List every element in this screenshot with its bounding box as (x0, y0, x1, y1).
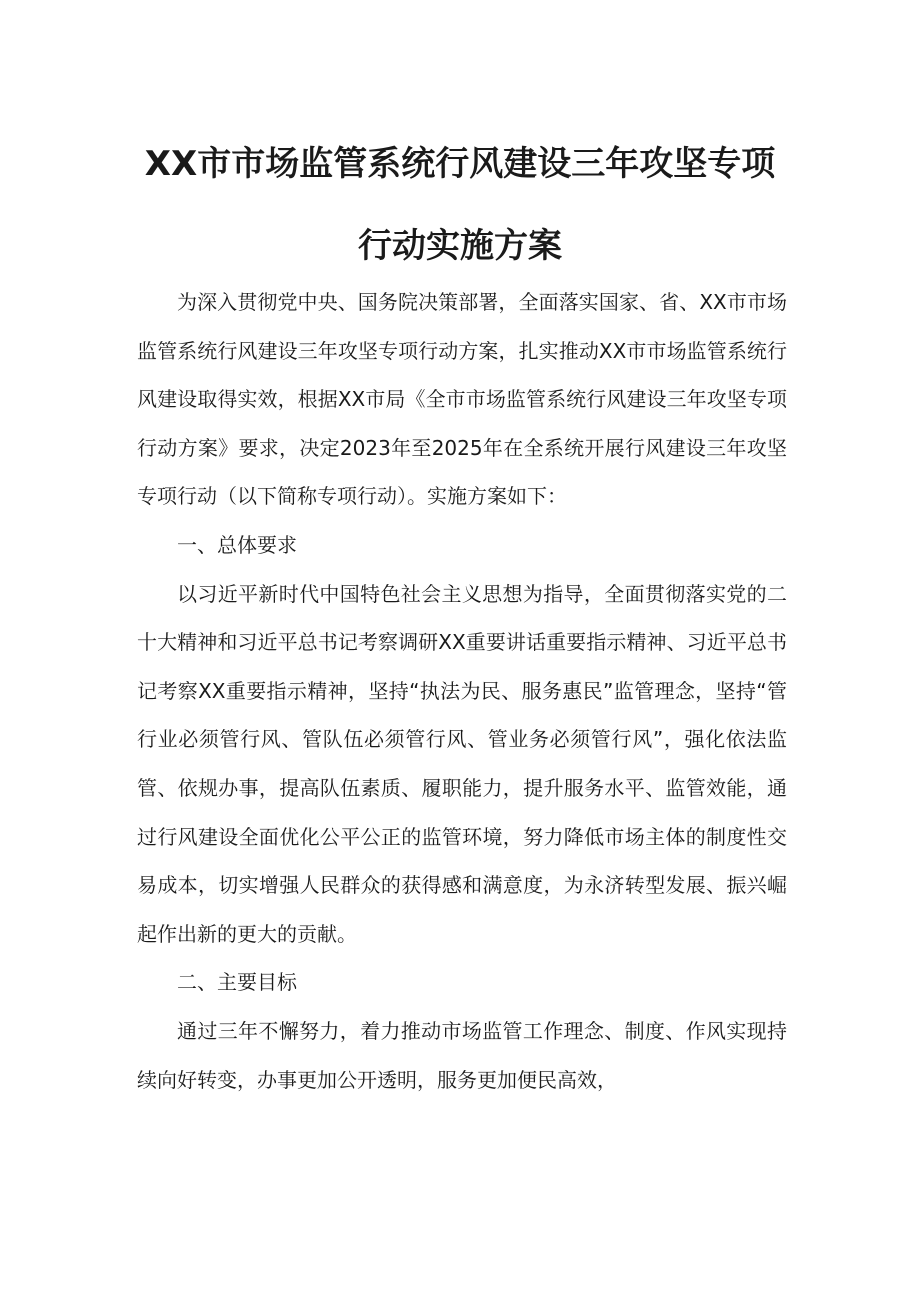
document-title-line-1: XX市市场监管系统行风建设三年攻坚专项 (144, 144, 776, 184)
intro-paragraph: 为深入贯彻党中央、国务院决策部署，全面落实国家、省、XX市市场监管系统行风建设三年攻坚专项行动方案，扎实推动XX市市场监管系统行风建设取得实效，根据XX市局《全市市场监管系统行风建设三年攻坚专项行动方案》要求，决定2023年至2025年在全系统开展行风建设三年攻坚专项行动（以下简称专项行动）。实施方案如下： (137, 290, 787, 509)
general-requirements-paragraph: 以习近平新时代中国特色社会主义思想为指导，全面贯彻落实党的二十大精神和习近平总书记考察调研XX重要讲话重要指示精神、习近平总书记考察XX重要指示精神，坚持“执法为民、服务惠民”监管理念，坚持“管行业必须管行风、管队伍必须管行风、管业务必须管行风”，强化依法监管、依规办事，提高队伍素质、履职能力，提升服务水平、监管效能，通过行风建设全面优化公平公正的监管环境，努力降低市场主体的制度性交易成本，切实增强人民群众的获得感和满意度，为永济转型发展、振兴崛起作出新的更大的贡献。 (137, 581, 787, 946)
section-heading-main-goals: 二、主要目标 (177, 970, 297, 995)
main-goals-paragraph: 通过三年不懈努力，着力推动市场监管工作理念、制度、作风实现持续向好转变，办事更加公开透明，服务更加便民高效， (137, 1018, 787, 1092)
document-title-line-2: 行动实施方案 (358, 226, 562, 266)
section-heading-general-requirements: 一、总体要求 (177, 532, 297, 557)
document-body (137, 278, 787, 1104)
